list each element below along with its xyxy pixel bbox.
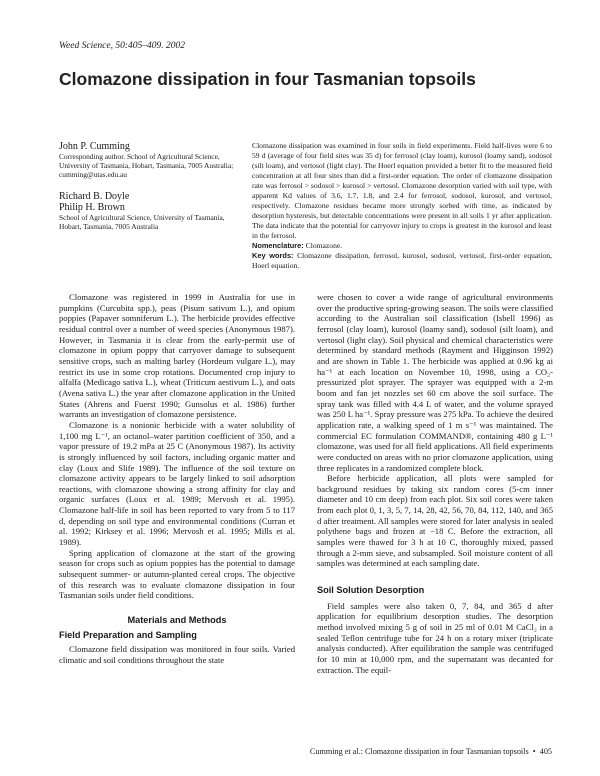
author-name: John P. Cumming [59,141,130,152]
paragraph: were chosen to cover a wide range of agricultural environments over the productive spring-growing season. The soils were classified according to the Australian soil classification (Isbell 1996) as ferrosol (clay loam), kurosol (loamy sand), sodosol (silt loam), and vertosol (light clay). Soil physical and chemical characteristics were determined by standard methods (Rayment and Higginson 1992) and are shown in Table 1. The herbicide was applied at 0.96 kg ai ha⁻¹ at each location on November 10, 1998, using a CO₂-pressurized plot sprayer. The sprayer was equipped with a 2-m boom and fan jet nozzles set 60 cm above the soil surface. The spray tank was filled with 4.4 L of water, and the volume sprayed was 250 L ha⁻¹. Spray pressure was 275 kPa. To achieve the desired application rate, a walking speed of 1 m s⁻¹ was maintained. The commercial EC formulation COMMAND®, containing 480 g L⁻¹ clomazone, was used for all field applications. All field experiments were conducted on areas with no prior clomazone application, using three replicates in a randomized complete block. [317,292,553,473]
section-heading: Materials and Methods [127,615,227,626]
nomenclature-label: Nomenclature: [252,241,304,250]
subsection-heading: Field Preparation and Sampling [59,629,197,640]
paragraph: Spring application of clomazone at the start of the growing season for crops such as opium poppies has the potential to damage subsequent summer- or autumn-planted cereal crops. The objective of this research was to evaluate clomazone dissipation in four Tasmanian soils under field conditions. [59,547,295,601]
paragraph: Before herbicide application, all plots were sampled for background residues by taking six random cores (5-cm inner diameter and 10 cm deep) from each plot. Six soil cores were taken from each plot 0, 1, 3, 5, 7, 14, 28, 42, 56, 70, 84, 112, 140, and 365 d after treatment. All samples were stored for later analysis in sealed polythene bags and frozen at −18 C. Before the extraction, all samples were thawed for 3 h at 10 C, thoroughly mixed, passed through a 2-mm sieve, and subsampled. Soil moisture content of all samples was determined at each sampling date. [317,473,553,569]
paragraph: Field samples were also taken 0, 7, 84, and 365 d after application for equilibrium desorption studies. The desorption method involved mixing 5 g of soil in 25 ml of 0.01 M CaCl₂ in a sealed Teflon centrifuge tube for 24 h on a rotary mixer (triplicate analysis conducted). After equilibration the sample was centrifuged for 10 min at 10,000 rpm, and the supernatant was decanted for extraction. The equil- [317,600,553,675]
footer-bullet: • [532,747,536,756]
paragraph: Clomazone is a nonionic herbicide with a water solubility of 1,100 mg L⁻¹, an octanol–water partition coefficient of 350, and a vapor pressure of 19.2 mPa at 25 C (Anonymous 1987). Its activity is strongly influenced by soil factors, including organic matter and clay (Loux and Slife 1989). The influence of the soil texture on clomazone activity appears to be largely linked to soil adsorption reactions, with clomazone showing a strong affinity for clay and organic surfaces (Loux et al. 1989; Mervosh et al. 1995). Clomazone half-life in soil has been reported to vary from 5 to 117 d, depending on soil type and environmental conditions (Curran et al. 1992; Kirksey et al. 1996; Mervosh et al. 1995; Mills et al. 1989). [59,419,295,548]
body-column-left [59,292,295,666]
journal-citation: Weed Science, 50:405–409. 2002 [59,41,186,51]
author-affiliation: Corresponding author. School of Agricultural Science, University of Tasmania, Hobart, Tasmania, 7005 Australia; cumming@utas.edu.au [59,152,234,179]
paragraph: Clomazone was registered in 1999 in Australia for use in pumpkins (Curcubita spp.), peas (Pisum sativum L.), and opium poppies (Papaver somniferum L.). The herbicide provides effective residual control over a number of weed species (Anonymous 1987). However, in Tasmania it is clear from the early-permit use of clomazone in opium poppy that carryover damage to subsequent sensitive crops, such as malting barley (Hordeum vulgare L.), may restrict its use in some crop rotations. Documented crop injury to alfalfa (Medicago sativa L.), wheat (Triticum aestivum L.), and oats (Avena sativa L.) the year after clomazone application in the United States (Ahrens and Fuerst 1990; Gunsolus et al. 1986) further warrants an investigation of clomazone persistence. [59,292,295,420]
author-name: Philip H. Brown [59,202,125,213]
keywords-label: Key words: [252,251,294,260]
article-title: Clomazone dissipation in four Tasmanian topsoils [59,69,476,89]
body-column-right [317,292,553,675]
author-affiliation: School of Agricultural Science, University of Tasmania, Hobart, Tasmania, 7005 Australia [59,213,225,231]
abstract [252,141,552,271]
keywords-value: Clomazone dissipation, ferrosol, kurosol, sodosol, vertosol, first-order equation, Hoerl equation. [252,251,552,270]
nomenclature [252,241,552,251]
author-block [59,141,244,243]
subsection-heading: Soil Solution Desorption [317,585,425,596]
nomenclature-value: Clomazone. [305,241,343,250]
page-number: 405 [539,747,552,756]
abstract-text: Clomazone dissipation was examined in four soils in field experiments. Field half-lives were 6 to 59 d (average of four field sites was 35 d) for ferrosol (clay loam), kurosol (loamy sand), sodosol (silt loam), and vertosol (light clay). The Hoerl equation provided a better fit to the measured field concentration at all four sites than did a first-order equation. The order of clomazone dissipation rate was ferrosol > sodosol > kurosol > vertosol. Clomazone desorption varied with soil type, with apparent Kd values of 3.6, 1.7, 1.8, and 2.4 for ferrosol, sodosol, kurosol, and vertosol, respectively. Clomazone residues became more strongly sorbed with time, as indicated by desorption hysteresis, but detectable concentrations were present in all soils 1 yr after application. The data indicate that the potential for carryover injury to crops is greatest in the kurosol and least in the ferrosol. [252,141,552,240]
running-title: Cumming et al.: Clomazone dissipation in four Tasmanian topsoils [309,747,529,756]
keywords [252,251,552,271]
paragraph: Clomazone field dissipation was monitored in four soils. Varied climatic and soil conditions throughout the state [59,644,295,665]
page-footer [310,747,552,756]
author-name: Richard B. Doyle [59,191,130,202]
